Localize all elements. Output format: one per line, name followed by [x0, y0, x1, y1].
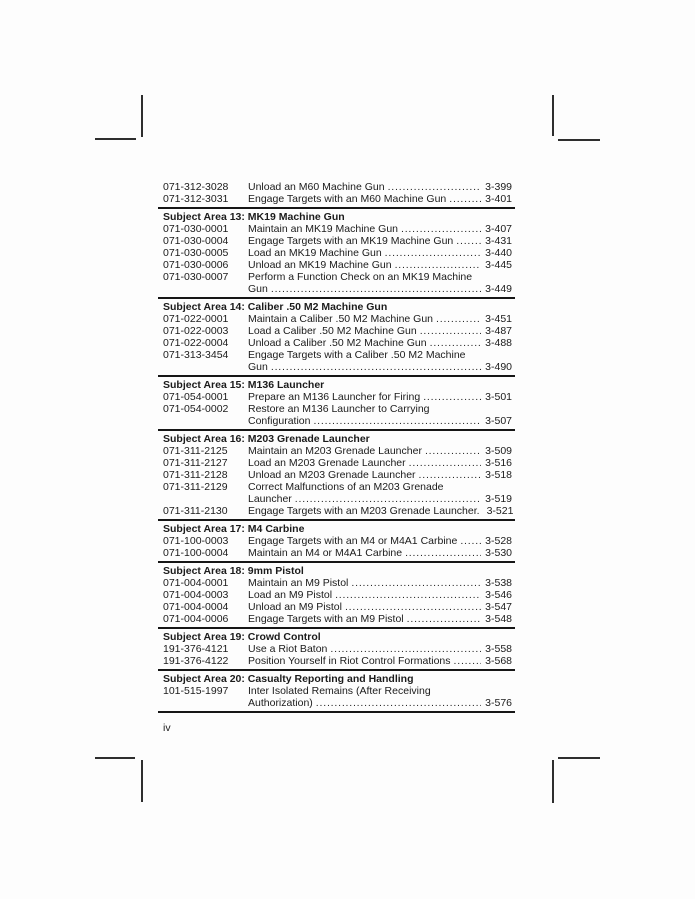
- page-folio-number: iv: [163, 722, 171, 734]
- dot-leader: [436, 313, 481, 325]
- dot-leader: [351, 577, 481, 589]
- task-number: 071-004-0006: [163, 613, 229, 625]
- dot-leader: [423, 391, 481, 403]
- section-heading-text: Subject Area 17: M4 Carbine: [163, 523, 305, 535]
- task-title: Correct Malfunctions of an M203 Grenade: [248, 481, 444, 493]
- toc-entry-line: [158, 445, 515, 457]
- entry-page-number: 3-431: [485, 235, 512, 247]
- task-title: Prepare an M136 Launcher for Firing: [248, 391, 421, 403]
- task-title: Unload an M9 Pistol: [248, 601, 342, 613]
- section-heading: [158, 379, 515, 391]
- task-title: Gun: [248, 283, 268, 295]
- task-number: 071-313-3454: [163, 349, 229, 361]
- task-number: 071-030-0005: [163, 247, 229, 259]
- entry-page-number: 3-507: [485, 415, 512, 427]
- entry-page-number: 3-528: [485, 535, 512, 547]
- toc-entry-line: [158, 481, 515, 493]
- task-number: 071-311-2125: [163, 445, 228, 457]
- toc-entry-line: [158, 655, 515, 667]
- task-number: 071-030-0001: [163, 223, 229, 235]
- entry-page-number: 3-518: [485, 469, 512, 481]
- toc-entry-line: [158, 415, 515, 427]
- task-title: Maintain an MK19 Machine Gun: [248, 223, 398, 235]
- task-number: 071-311-2129: [163, 481, 228, 493]
- entry-page-number: 3-449: [485, 283, 512, 295]
- toc-entry-line: [158, 361, 515, 373]
- task-title: Unload a Caliber .50 M2 Machine Gun: [248, 337, 427, 349]
- entry-page-number: 3-490: [485, 361, 512, 373]
- task-title: Restore an M136 Launcher to Carrying: [248, 403, 430, 415]
- toc-entry-line: [158, 697, 515, 709]
- dot-leader: [405, 547, 481, 559]
- section-heading: [158, 523, 515, 535]
- section-heading: [158, 433, 515, 445]
- task-number: 071-030-0007: [163, 271, 229, 283]
- table-of-contents: [158, 181, 515, 715]
- task-number: 071-311-2128: [163, 469, 228, 481]
- task-title: Perform a Function Check on an MK19 Machine: [248, 271, 473, 283]
- dot-leader: [330, 643, 481, 655]
- dot-leader: [456, 235, 481, 247]
- section-heading: [158, 673, 515, 685]
- dot-leader: [401, 223, 481, 235]
- task-title: Inter Isolated Remains (After Receiving: [248, 685, 431, 697]
- toc-entry-line: [158, 601, 515, 613]
- toc-entry-line: [158, 469, 515, 481]
- task-title: Load an M203 Grenade Launcher: [248, 457, 406, 469]
- task-number: 071-004-0004: [163, 601, 229, 613]
- task-number: 071-030-0004: [163, 235, 229, 247]
- entry-page-number: 3-521: [486, 505, 514, 517]
- entry-page-number: 3-445: [485, 259, 512, 271]
- dot-leader: [295, 493, 481, 505]
- task-title: Maintain a Caliber .50 M2 Machine Gun: [248, 313, 434, 325]
- task-title: Engage Targets with an M203 Grenade Launcher.: [248, 505, 480, 517]
- entry-page-number: 3-401: [485, 193, 512, 205]
- task-title: Unload an MK19 Machine Gun: [248, 259, 392, 271]
- toc-entry-line: [158, 313, 515, 325]
- task-title: Maintain an M4 or M4A1 Carbine: [248, 547, 403, 559]
- section-heading-text: Subject Area 13: MK19 Machine Gun: [163, 211, 345, 223]
- task-title: Configuration: [248, 415, 311, 427]
- toc-entry-line: [158, 283, 515, 295]
- section-heading-text: Subject Area 16: M203 Grenade Launcher: [163, 433, 370, 445]
- closing-rule: [158, 711, 515, 713]
- toc-entry-line: [158, 259, 515, 271]
- section-divider-rule: [158, 375, 515, 377]
- toc-entry-line: [158, 223, 515, 235]
- section-divider-rule: [158, 207, 515, 209]
- dot-leader: [419, 469, 482, 481]
- toc-entry-line: [158, 535, 515, 547]
- task-title: Engage Targets with a Caliber .50 M2 Machine: [248, 349, 466, 361]
- dot-leader: [460, 535, 481, 547]
- task-number: 071-312-3031: [163, 193, 229, 205]
- toc-entry-line: [158, 589, 515, 601]
- task-title: Launcher: [248, 493, 292, 505]
- entry-page-number: 3-519: [485, 493, 512, 505]
- toc-entry-line: [158, 505, 515, 517]
- task-title: Unload an M60 Machine Gun: [248, 181, 385, 193]
- toc-entry-line: [158, 457, 515, 469]
- toc-entry-line: [158, 403, 515, 415]
- task-title: Engage Targets with an M4 or M4A1 Carbine: [248, 535, 458, 547]
- toc-entry-line: [158, 325, 515, 337]
- entry-page-number: 3-516: [485, 457, 512, 469]
- section-divider-rule: [158, 669, 515, 671]
- task-title: Unload an M203 Grenade Launcher: [248, 469, 416, 481]
- entry-page-number: 3-501: [485, 391, 512, 403]
- entry-page-number: 3-451: [485, 313, 512, 325]
- section-heading-text: Subject Area 20: Casualty Reporting and Handling: [163, 673, 414, 685]
- task-number: 071-311-2130: [163, 505, 228, 517]
- task-title: Load an MK19 Machine Gun: [248, 247, 382, 259]
- dot-leader: [395, 259, 482, 271]
- task-number: 071-054-0001: [163, 391, 229, 403]
- entry-page-number: 3-548: [485, 613, 512, 625]
- task-title: Engage Targets with an M9 Pistol: [248, 613, 404, 625]
- section-divider-rule: [158, 519, 515, 521]
- crop-mark-bottom-left-horizontal: [95, 757, 135, 759]
- entry-page-number: 3-488: [485, 337, 512, 349]
- dot-leader: [407, 613, 481, 625]
- toc-entry-line: [158, 235, 515, 247]
- task-number: 071-004-0003: [163, 589, 229, 601]
- task-number: 191-376-4121: [163, 643, 229, 655]
- toc-entry-line: [158, 349, 515, 361]
- toc-entry-line: [158, 193, 515, 205]
- task-number: 071-022-0003: [163, 325, 229, 337]
- toc-entry-line: [158, 247, 515, 259]
- task-number: 071-312-3028: [163, 181, 229, 193]
- entry-page-number: 3-576: [485, 697, 512, 709]
- dot-leader: [335, 589, 481, 601]
- section-heading-text: Subject Area 18: 9mm Pistol: [163, 565, 304, 577]
- dot-leader: [409, 457, 482, 469]
- task-number: 071-311-2127: [163, 457, 228, 469]
- task-title: Use a Riot Baton: [248, 643, 328, 655]
- section-divider-rule: [158, 627, 515, 629]
- entry-page-number: 3-407: [485, 223, 512, 235]
- task-title: Load a Caliber .50 M2 Machine Gun: [248, 325, 417, 337]
- entry-page-number: 3-509: [485, 445, 512, 457]
- dot-leader: [385, 247, 481, 259]
- task-number: 071-004-0001: [163, 577, 229, 589]
- section-heading: [158, 631, 515, 643]
- crop-mark-bottom-right-vertical: [552, 760, 554, 803]
- toc-entry-line: [158, 643, 515, 655]
- section-heading: [158, 211, 515, 223]
- task-number: 101-515-1997: [163, 685, 229, 697]
- dot-leader: [271, 361, 481, 373]
- task-title: Authorization): [248, 697, 313, 709]
- section-divider-rule: [158, 429, 515, 431]
- section-heading-text: Subject Area 14: Caliber .50 M2 Machine Gun: [163, 301, 388, 313]
- dot-leader: [420, 325, 481, 337]
- entry-page-number: 3-547: [485, 601, 512, 613]
- dot-leader: [454, 655, 482, 667]
- dot-leader: [271, 283, 481, 295]
- entry-page-number: 3-440: [485, 247, 512, 259]
- task-title: Gun: [248, 361, 268, 373]
- toc-entry-line: [158, 391, 515, 403]
- crop-mark-top-left-horizontal: [95, 138, 136, 140]
- task-number: 191-376-4122: [163, 655, 229, 667]
- section-heading: [158, 565, 515, 577]
- task-title: Maintain an M203 Grenade Launcher: [248, 445, 422, 457]
- dot-leader: [313, 415, 481, 427]
- dot-leader: [345, 601, 481, 613]
- entry-page-number: 3-568: [485, 655, 512, 667]
- task-title: Load an M9 Pistol: [248, 589, 333, 601]
- toc-entry-line: [158, 613, 515, 625]
- task-number: 071-022-0004: [163, 337, 229, 349]
- entry-page-number: 3-487: [485, 325, 512, 337]
- toc-entry-line: [158, 685, 515, 697]
- task-number: 071-054-0002: [163, 403, 229, 415]
- toc-entry-line: [158, 181, 515, 193]
- toc-entry-line: [158, 493, 515, 505]
- task-number: 071-100-0003: [163, 535, 229, 547]
- section-heading: [158, 301, 515, 313]
- dot-leader: [430, 337, 482, 349]
- task-title: Engage Targets with an M60 Machine Gun: [248, 193, 447, 205]
- task-title: Engage Targets with an MK19 Machine Gun: [248, 235, 454, 247]
- task-number: 071-030-0006: [163, 259, 229, 271]
- crop-mark-bottom-right-horizontal: [558, 757, 600, 759]
- entry-page-number: 3-546: [485, 589, 512, 601]
- dot-leader: [316, 697, 481, 709]
- entry-page-number: 3-399: [485, 181, 512, 193]
- toc-entry-line: [158, 547, 515, 559]
- task-title: Maintain an M9 Pistol: [248, 577, 349, 589]
- dot-leader: [449, 193, 481, 205]
- entry-page-number: 3-538: [485, 577, 512, 589]
- task-title: Position Yourself in Riot Control Formations: [248, 655, 451, 667]
- toc-entry-line: [158, 337, 515, 349]
- crop-mark-bottom-left-vertical: [141, 760, 143, 802]
- section-divider-rule: [158, 297, 515, 299]
- dot-leader: [388, 181, 482, 193]
- toc-entry-line: [158, 271, 515, 283]
- task-number: 071-022-0001: [163, 313, 229, 325]
- crop-mark-top-right-vertical: [552, 95, 554, 136]
- toc-entry-line: [158, 577, 515, 589]
- entry-page-number: 3-558: [485, 643, 512, 655]
- section-divider-rule: [158, 561, 515, 563]
- dot-leader: [425, 445, 481, 457]
- task-number: 071-100-0004: [163, 547, 229, 559]
- section-heading-text: Subject Area 19: Crowd Control: [163, 631, 321, 643]
- crop-mark-top-left-vertical: [141, 95, 143, 137]
- section-heading-text: Subject Area 15: M136 Launcher: [163, 379, 325, 391]
- crop-mark-top-right-horizontal: [558, 139, 600, 141]
- entry-page-number: 3-530: [485, 547, 512, 559]
